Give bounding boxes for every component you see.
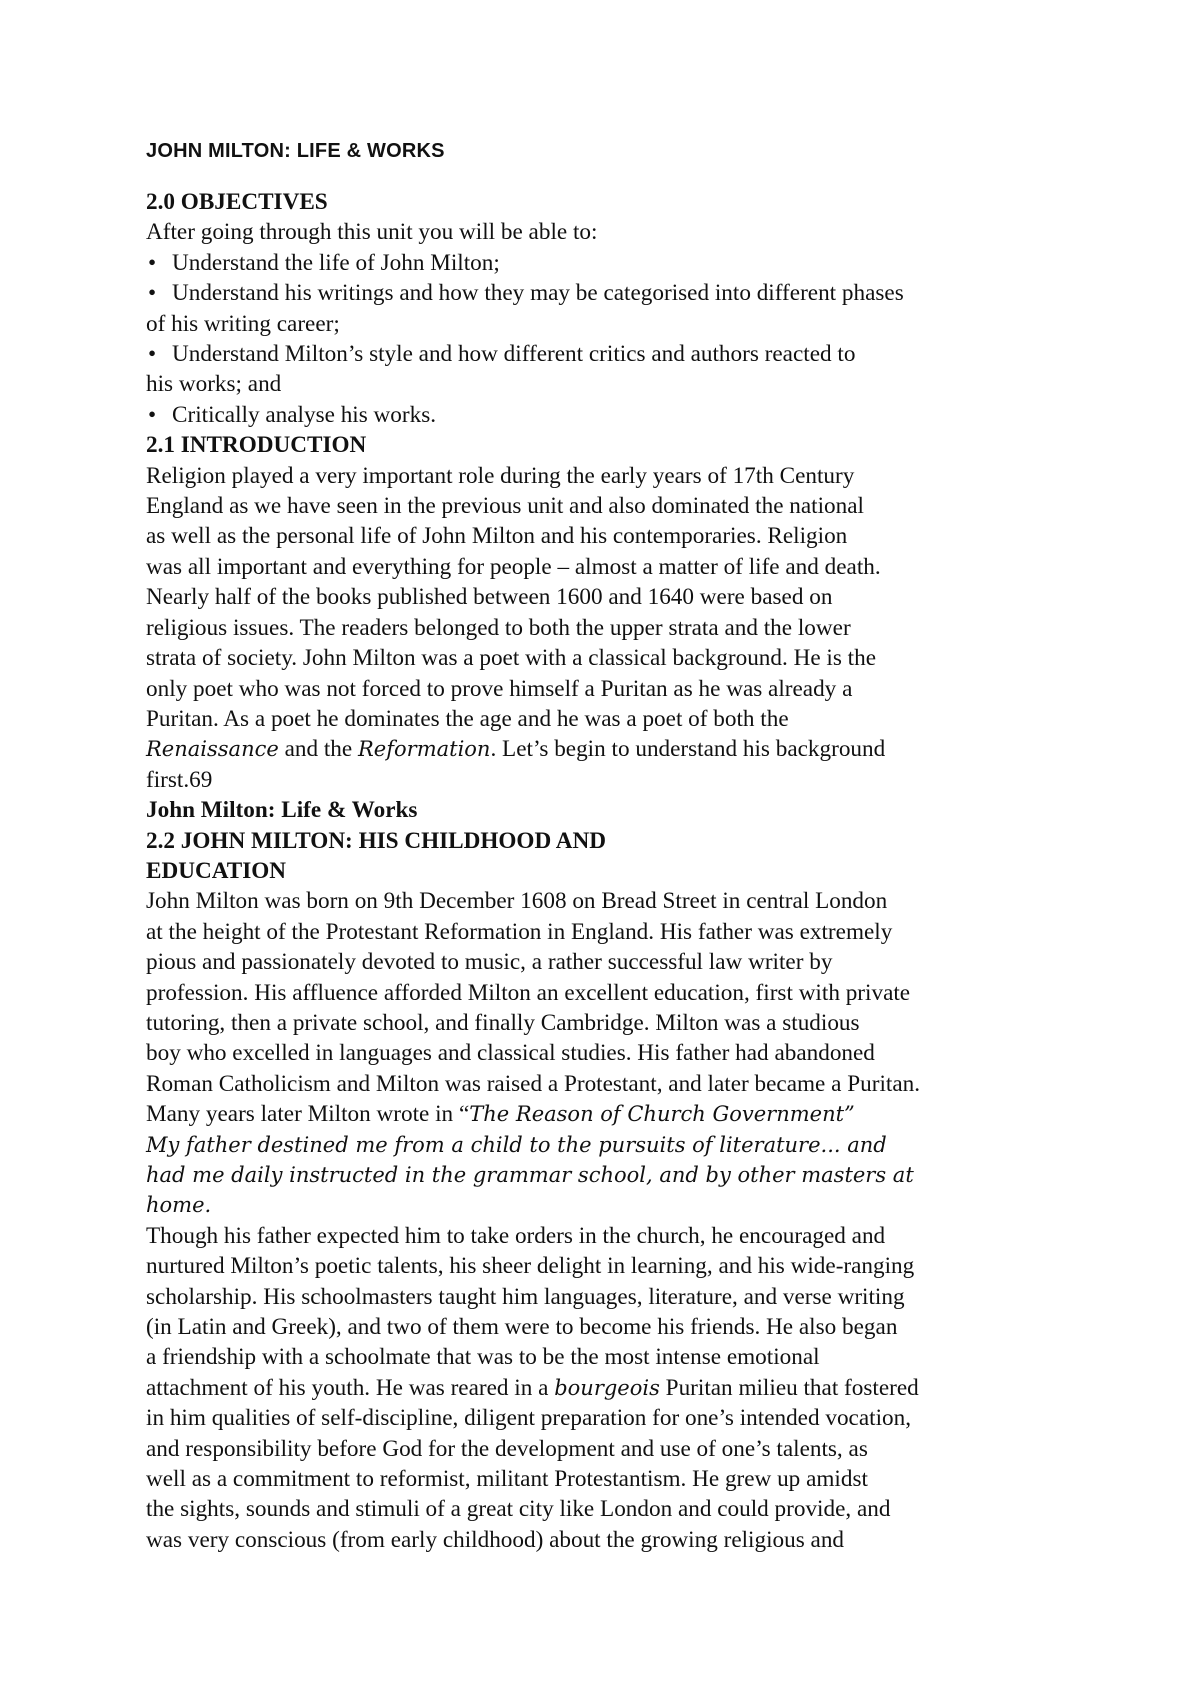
document-title: JOHN MILTON: LIFE & WORKS: [146, 140, 445, 162]
text-line: a friendship with a schoolmate that was to be the most intense emotional: [146, 1344, 820, 1371]
childhood-heading-cont: EDUCATION: [146, 857, 286, 884]
text-line: Nearly half of the books published between 1600 and 1640 were based on: [146, 584, 833, 611]
quote-line: home.: [146, 1193, 212, 1218]
text-line: tutoring, then a private school, and finally Cambridge. Milton was a studious: [146, 1009, 860, 1036]
text-line: at the height of the Protestant Reformation in England. His father was extremely: [146, 918, 893, 945]
objectives-intro: After going through this unit you will be able to:: [146, 219, 598, 246]
italic-term: Reformation: [358, 737, 491, 762]
text-line: pious and passionately devoted to music, a rather successful law writer by: [146, 949, 833, 976]
text-line: Roman Catholicism and Milton was raised a Protestant, and later became a Puritan.: [146, 1070, 921, 1097]
text-line: profession. His affluence afforded Milton an excellent education, first with private: [146, 979, 911, 1006]
text-line: (in Latin and Greek), and two of them were to become his friends. He also began: [146, 1314, 898, 1341]
italic-term: Renaissance: [146, 737, 279, 762]
italic-term: bourgeois: [554, 1375, 660, 1400]
text-line: Though his father expected him to take orders in the church, he encouraged and: [146, 1222, 886, 1249]
text-span: Puritan milieu that fostered: [659, 1374, 919, 1401]
text-span: and the: [278, 736, 358, 763]
text-span: attachment of his youth. He was reared in a: [146, 1374, 555, 1401]
text-line: boy who excelled in languages and classical studies. His father had abandoned: [146, 1040, 875, 1067]
text-line: was very conscious (from early childhood) about the growing religious and: [146, 1526, 845, 1553]
objective-bullet-3-cont: his works; and: [146, 371, 282, 398]
text-line: Puritan. As a poet he dominates the age and he was a poet of both the: [146, 705, 789, 732]
text-line: religious issues. The readers belonged to both the upper strata and the lower: [146, 614, 851, 641]
text-line: [146, 1099, 1066, 1129]
text-span: Many years later Milton wrote in “: [146, 1101, 470, 1128]
text-line: nurtured Milton’s poetic talents, his sheer delight in learning, and his wide-ranging: [146, 1253, 915, 1280]
text-line: first.69: [146, 766, 213, 793]
text-line: Religion played a very important role during the early years of 17th Century: [146, 462, 855, 489]
text-line: well as a commitment to reformist, militant Protestantism. He grew up amidst: [146, 1466, 868, 1493]
objective-bullet-1: • Understand the life of John Milton;: [146, 248, 1066, 278]
childhood-heading: 2.2 JOHN MILTON: HIS CHILDHOOD AND: [146, 827, 606, 854]
text-line: England as we have seen in the previous unit and also dominated the national: [146, 493, 864, 520]
introduction-heading: 2.1 INTRODUCTION: [146, 432, 367, 459]
text-line: in him qualities of self-discipline, diligent preparation for one’s intended vocation,: [146, 1405, 911, 1432]
text-line: scholarship. His schoolmasters taught him languages, literature, and verse writing: [146, 1283, 905, 1310]
text-line: [146, 1373, 1066, 1403]
quote-line: My father destined me from a child to the pursuits of literature... and: [146, 1132, 887, 1157]
objectives-heading: 2.0 OBJECTIVES: [146, 189, 328, 215]
objective-bullet-2-cont: of his writing career;: [146, 310, 340, 337]
text-line: strata of society. John Milton was a poet with a classical background. He is the: [146, 645, 877, 672]
text-line: only poet who was not forced to prove himself a Puritan as he was already a: [146, 675, 853, 702]
running-head: John Milton: Life & Works: [146, 797, 418, 824]
text-line: was all important and everything for people – almost a matter of life and death.: [146, 553, 881, 580]
text-line: [146, 734, 1066, 764]
italic-title: The Reason of Church Government”: [469, 1102, 855, 1127]
objective-bullet-4: • Critically analyse his works.: [146, 400, 1066, 430]
text-line: the sights, sounds and stimuli of a great city like London and could provide, and: [146, 1496, 891, 1523]
objective-bullet-2: • Understand his writings and how they may be categorised into different phases: [146, 278, 1066, 308]
quote-line: had me daily instructed in the grammar school, and by other masters at: [146, 1163, 914, 1187]
text-line: John Milton was born on 9th December 1608 on Bread Street in central London: [146, 888, 888, 915]
document-page: [146, 140, 1066, 1555]
text-span: . Let’s begin to understand his background: [490, 736, 886, 763]
objective-bullet-3: • Understand Milton’s style and how different critics and authors reacted to: [146, 339, 1066, 369]
text-line: and responsibility before God for the development and use of one’s talents, as: [146, 1435, 868, 1462]
text-line: as well as the personal life of John Milton and his contemporaries. Religion: [146, 523, 848, 550]
